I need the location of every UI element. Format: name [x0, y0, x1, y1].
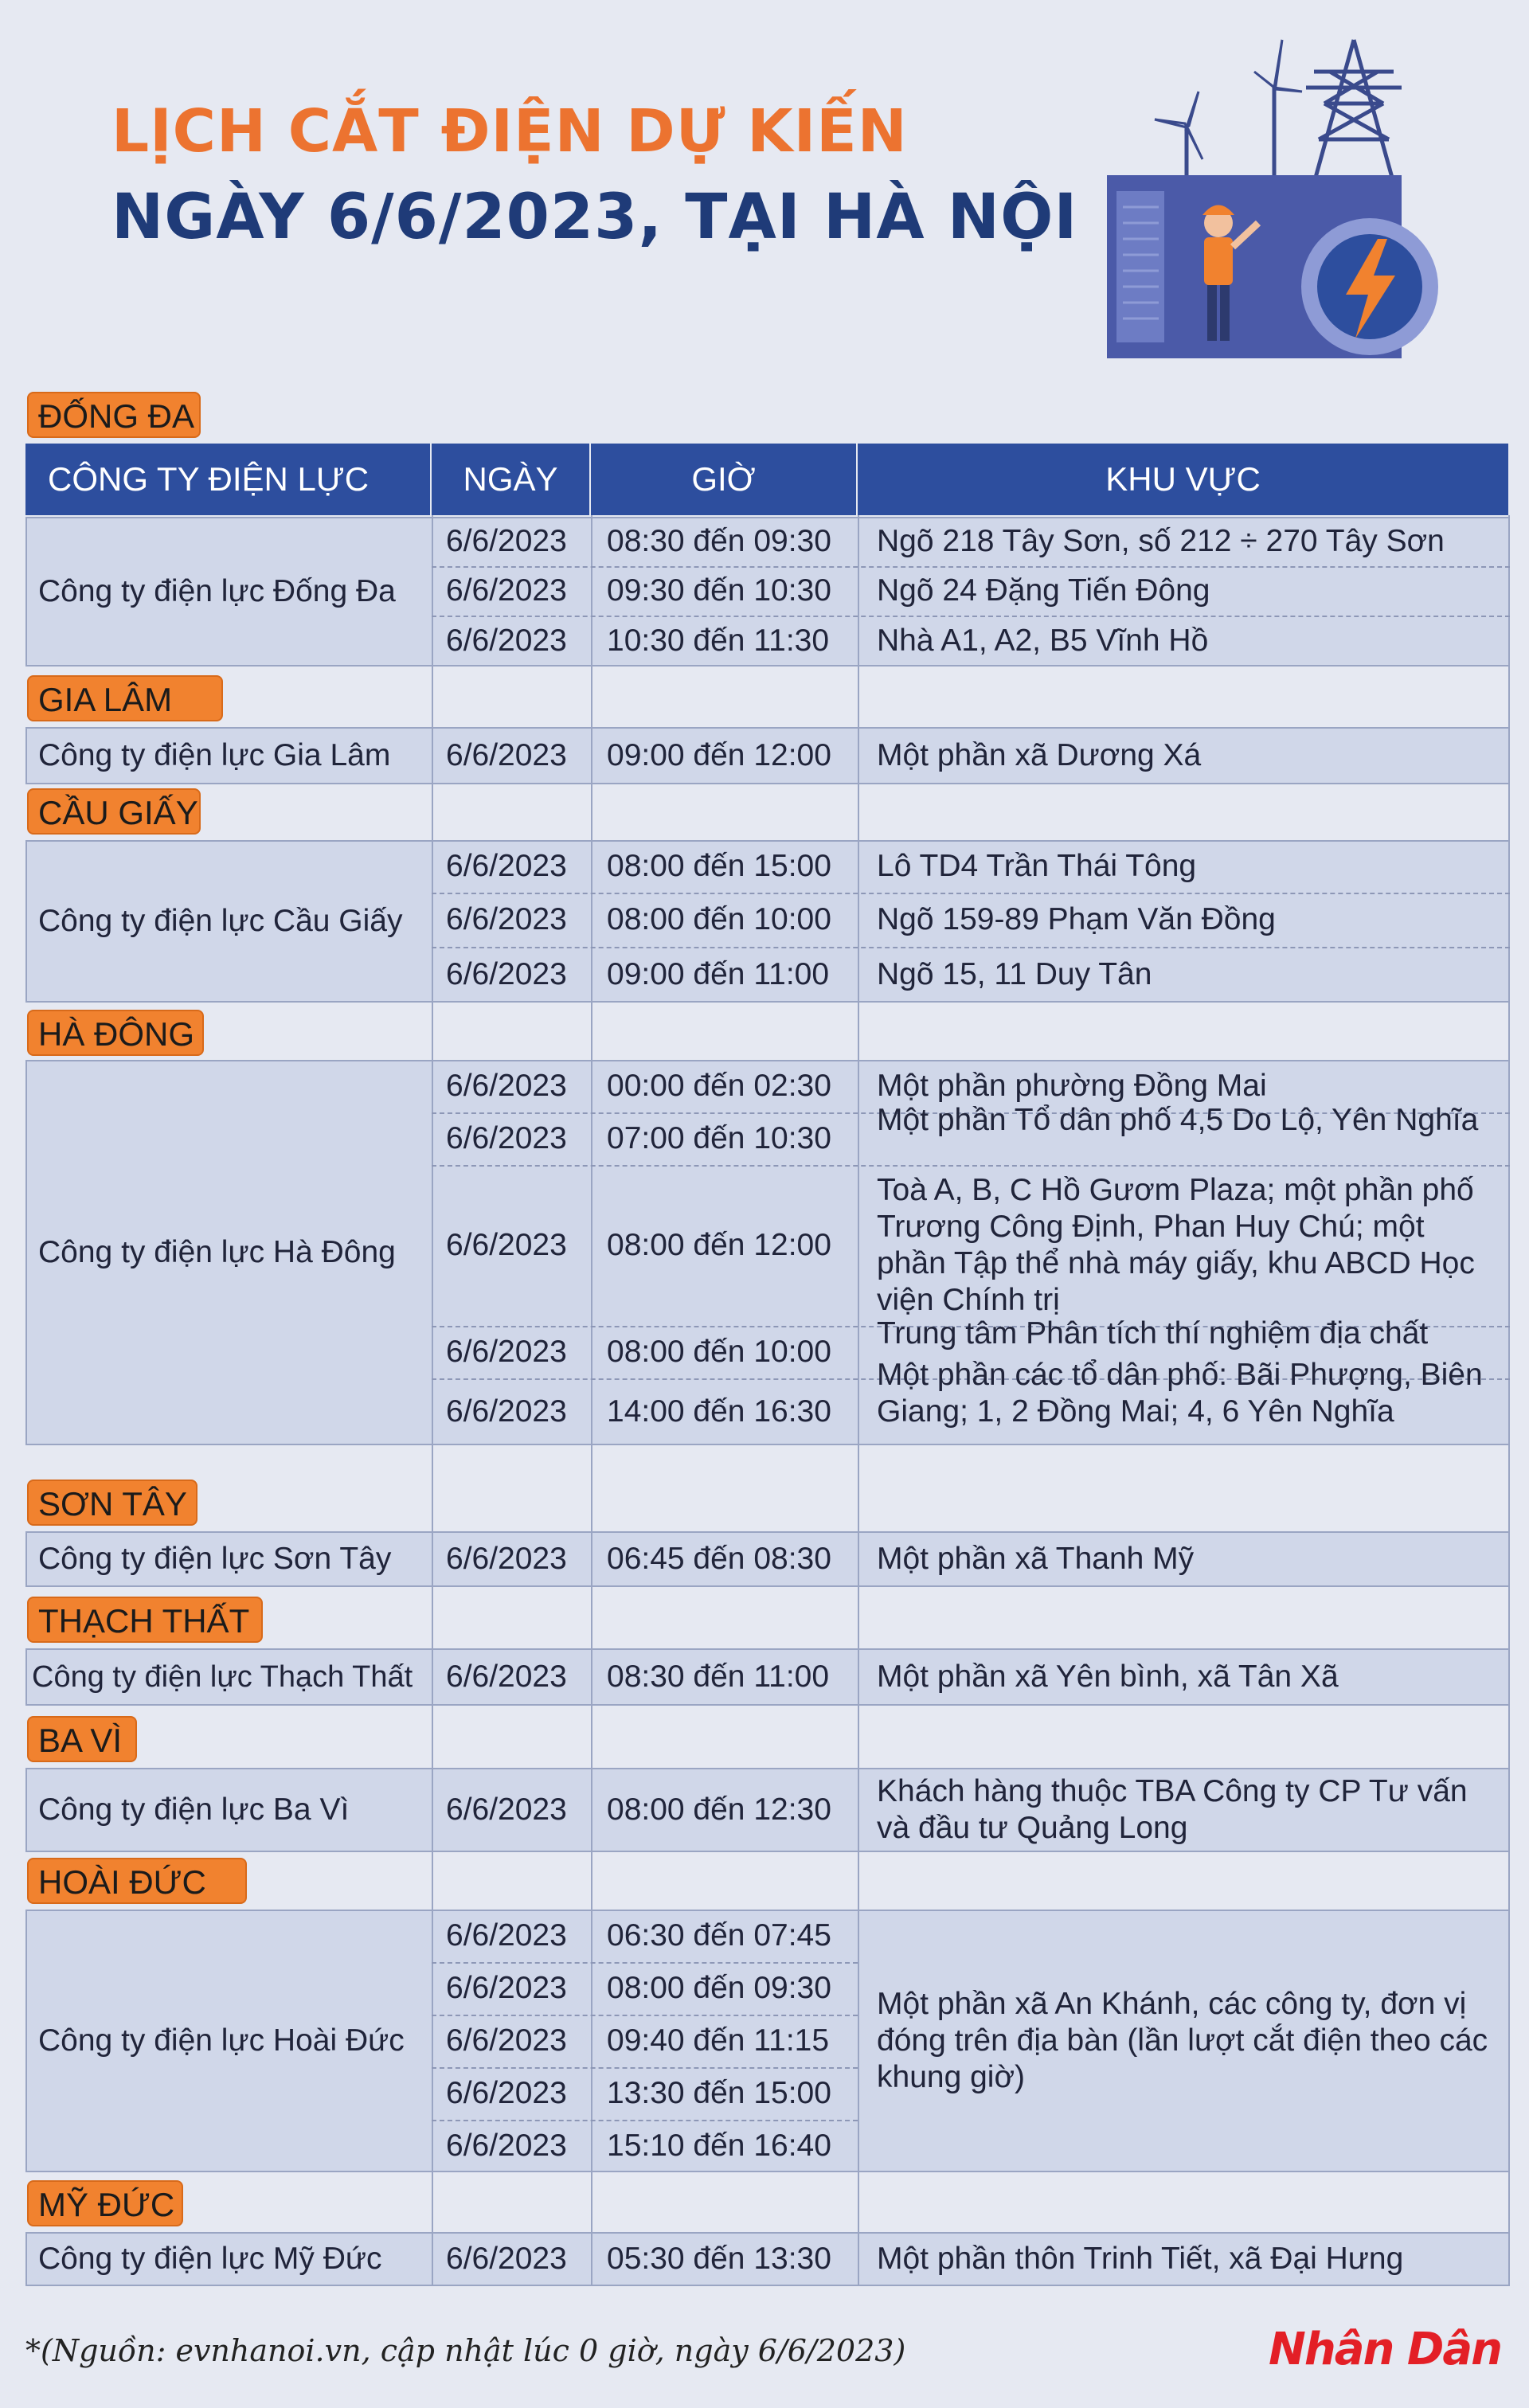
column-divider — [858, 1648, 859, 1706]
gap-divider — [1508, 784, 1510, 840]
gap-divider — [1508, 1706, 1510, 1768]
date-cell: 6/6/2023 — [446, 1228, 567, 1262]
gap-divider — [858, 784, 859, 840]
gap-divider — [1508, 1852, 1510, 1910]
power-illustration-icon — [1099, 24, 1465, 366]
time-cell: 08:30 đến 11:00 — [607, 1659, 830, 1694]
page-title-line1: LỊCH CẮT ĐIỆN DỰ KIẾN — [111, 97, 908, 166]
column-divider — [858, 2232, 859, 2286]
column-divider — [858, 1910, 859, 2172]
gap-divider — [1508, 1003, 1510, 1060]
gap-divider — [1508, 1587, 1510, 1648]
area-cell: Khách hàng thuộc TBA Công ty CP Tư vấn và đầu tư Quảng Long — [877, 1774, 1468, 1845]
area-cell: Ngõ 159-89 Phạm Văn Đồng — [877, 902, 1276, 936]
gap-divider — [858, 2172, 859, 2232]
area-cell: Ngõ 24 Đặng Tiến Đông — [877, 573, 1210, 608]
time-cell: 09:30 đến 10:30 — [607, 573, 831, 608]
time-cell: 08:00 đến 15:00 — [607, 849, 831, 883]
date-cell: 6/6/2023 — [446, 2076, 567, 2110]
time-cell: 08:30 đến 09:30 — [607, 524, 831, 558]
company-name: Công ty điện lực Đống Đa — [38, 574, 396, 608]
area-cell: Một phần xã Dương Xá — [877, 738, 1202, 772]
date-cell: 6/6/2023 — [446, 573, 567, 608]
time-cell: 06:45 đến 08:30 — [607, 1542, 831, 1576]
gap-divider — [591, 2172, 592, 2232]
area-cell: Trung tâm Phân tích thí nghiệm địa chất — [877, 1316, 1429, 1351]
gap-divider — [858, 1003, 859, 1060]
time-cell: 07:00 đến 10:30 — [607, 1121, 831, 1155]
column-divider — [591, 1768, 592, 1852]
gap-divider — [858, 1706, 859, 1768]
column-divider — [858, 1531, 859, 1587]
column-divider — [432, 840, 433, 1003]
row-separator — [432, 893, 1510, 894]
date-cell: 6/6/2023 — [446, 624, 567, 658]
column-divider — [858, 727, 859, 784]
gap-divider — [591, 1003, 592, 1060]
column-divider — [432, 2232, 433, 2286]
date-cell: 6/6/2023 — [446, 1069, 567, 1103]
column-divider — [432, 727, 433, 784]
column-divider — [858, 1060, 859, 1445]
column-divider — [432, 1648, 433, 1706]
gap-divider — [858, 1587, 859, 1648]
column-divider — [591, 1060, 592, 1445]
area-cell: Một phần xã Thanh Mỹ — [877, 1542, 1195, 1576]
date-cell: 6/6/2023 — [446, 524, 567, 558]
row-separator — [432, 2067, 858, 2069]
date-cell: 6/6/2023 — [446, 1971, 567, 2005]
column-divider — [432, 1910, 433, 2172]
time-cell: 09:00 đến 12:00 — [607, 738, 831, 772]
district-tag-gia-lam: GIA LÂM — [27, 675, 223, 721]
company-name: Công ty điện lực Thạch Thất — [32, 1660, 413, 1694]
time-cell: 14:00 đến 16:30 — [607, 1394, 831, 1429]
gap-divider — [432, 1445, 433, 1531]
column-divider — [432, 1060, 433, 1445]
row-separator — [432, 2015, 858, 2016]
area-cell: Một phần phường Đồng Mai — [877, 1069, 1267, 1103]
column-divider — [432, 1768, 433, 1852]
district-tag-cau-giay: CẦU GIẤY — [27, 788, 201, 835]
area-cell: Ngõ 218 Tây Sơn, số 212 ÷ 270 Tây Sơn — [877, 524, 1445, 558]
district-tag-thach-that: THẠCH THẤT — [27, 1597, 263, 1643]
area-cell: Toà A, B, C Hồ Gươm Plaza; một phần phố Trương Công Định, Phan Huy Chú; một phần Tập thể nhà máy giấy, khu ABCD Học viện Chính trị — [877, 1173, 1475, 1317]
column-divider — [591, 840, 592, 1003]
header-area: KHU VỰC — [858, 444, 1510, 515]
gap-divider — [591, 666, 592, 727]
gap-divider — [591, 1706, 592, 1768]
gap-divider — [858, 1445, 859, 1531]
time-cell: 08:00 đến 12:00 — [607, 1228, 831, 1262]
district-tag-ha-dong: HÀ ĐÔNG — [27, 1010, 204, 1056]
row-separator — [432, 616, 1510, 617]
company-name: Công ty điện lực Sơn Tây — [38, 1542, 392, 1576]
column-divider — [591, 1531, 592, 1587]
row-separator — [432, 2120, 858, 2121]
district-tag-ba-vi: BA VÌ — [27, 1716, 137, 1762]
header-company: CÔNG TY ĐIỆN LỰC — [25, 444, 432, 515]
time-cell: 15:10 đến 16:40 — [607, 2128, 831, 2163]
gap-divider — [432, 1852, 433, 1910]
gap-divider — [432, 1587, 433, 1648]
company-name: Công ty điện lực Gia Lâm — [38, 738, 391, 772]
column-divider — [591, 517, 592, 666]
gap-divider — [1508, 2172, 1510, 2232]
date-cell: 6/6/2023 — [446, 1394, 567, 1429]
date-cell: 6/6/2023 — [446, 1792, 567, 1827]
time-cell: 13:30 đến 15:00 — [607, 2076, 831, 2110]
nhan-dan-logo: Nhân Dân — [1268, 2324, 1501, 2375]
column-divider — [858, 517, 859, 666]
row-separator — [432, 1962, 858, 1964]
time-cell: 08:00 đến 12:30 — [607, 1792, 831, 1827]
time-cell: 08:00 đến 10:00 — [607, 902, 831, 936]
time-cell: 08:00 đến 09:30 — [607, 1971, 831, 2005]
area-cell: Lô TD4 Trần Thái Tông — [877, 849, 1197, 883]
date-cell: 6/6/2023 — [446, 2242, 567, 2276]
date-cell: 6/6/2023 — [446, 738, 567, 772]
column-divider — [591, 2232, 592, 2286]
date-cell: 6/6/2023 — [446, 957, 567, 991]
date-cell: 6/6/2023 — [446, 1918, 567, 1953]
time-cell: 08:00 đến 10:00 — [607, 1335, 831, 1369]
time-cell: 00:00 đến 02:30 — [607, 1069, 831, 1103]
column-divider — [858, 840, 859, 1003]
time-cell: 09:00 đến 11:00 — [607, 957, 830, 991]
row-separator — [432, 1165, 1510, 1167]
date-cell: 6/6/2023 — [446, 902, 567, 936]
area-cell: Nhà A1, A2, B5 Vĩnh Hồ — [877, 624, 1209, 658]
date-cell: 6/6/2023 — [446, 1335, 567, 1369]
area-cell: Một phần thôn Trinh Tiết, xã Đại Hưng — [877, 2242, 1404, 2276]
header-time: GIỜ — [591, 444, 858, 515]
company-name: Công ty điện lực Hà Đông — [38, 1235, 396, 1269]
district-tag-hoai-duc: HOÀI ĐỨC — [27, 1858, 247, 1904]
gap-divider — [432, 1003, 433, 1060]
company-name: Công ty điện lực Ba Vì — [38, 1792, 350, 1827]
area-cell: Ngõ 15, 11 Duy Tân — [877, 957, 1152, 991]
time-cell: 05:30 đến 13:30 — [607, 2242, 831, 2276]
gap-divider — [1508, 666, 1510, 727]
company-name: Công ty điện lực Hoài Đức — [38, 2023, 405, 2058]
company-name: Công ty điện lực Mỹ Đức — [38, 2242, 382, 2276]
date-cell: 6/6/2023 — [446, 1121, 567, 1155]
gap-divider — [858, 1852, 859, 1910]
column-divider — [432, 1531, 433, 1587]
column-divider — [591, 1648, 592, 1706]
district-tag-dong-da: ĐỐNG ĐA — [27, 392, 201, 438]
date-cell: 6/6/2023 — [446, 849, 567, 883]
time-cell: 10:30 đến 11:30 — [607, 624, 830, 658]
gap-divider — [1508, 1445, 1510, 1531]
column-divider — [858, 1768, 859, 1852]
gap-divider — [432, 2172, 433, 2232]
area-cell: Một phần các tổ dân phố: Bãi Phượng, Biên Giang; 1, 2 Đồng Mai; 4, 6 Yên Nghĩa — [877, 1358, 1483, 1429]
row-separator — [432, 566, 1510, 568]
header-date: NGÀY — [432, 444, 591, 515]
gap-divider — [591, 1852, 592, 1910]
gap-divider — [432, 784, 433, 840]
column-divider — [591, 727, 592, 784]
gap-divider — [432, 666, 433, 727]
date-cell: 6/6/2023 — [446, 2128, 567, 2163]
area-cell: Một phần xã An Khánh, các công ty, đơn vị đóng trên địa bàn (lần lượt cắt điện theo các khung giờ) — [877, 1987, 1488, 2094]
gap-divider — [591, 1445, 592, 1531]
gap-divider — [432, 1706, 433, 1768]
source-note: *(Nguồn: evnhanoi.vn, cập nhật lúc 0 giờ, ngày 6/6/2023) — [25, 2333, 906, 2368]
company-name: Công ty điện lực Cầu Giấy — [38, 904, 403, 938]
column-divider — [432, 517, 433, 666]
date-cell: 6/6/2023 — [446, 1542, 567, 1576]
district-tag-son-tay: SƠN TÂY — [27, 1480, 197, 1526]
page-title-line2: NGÀY 6/6/2023, TẠI HÀ NỘI — [111, 182, 1078, 253]
area-cell: Một phần xã Yên bình, xã Tân Xã — [877, 1659, 1339, 1694]
area-cell: Một phần Tổ dân phố 4,5 Do Lộ, Yên Nghĩa — [877, 1103, 1479, 1137]
gap-divider — [591, 784, 592, 840]
gap-divider — [591, 1587, 592, 1648]
gap-divider — [858, 666, 859, 727]
time-cell: 09:40 đến 11:15 — [607, 2023, 830, 2058]
date-cell: 6/6/2023 — [446, 1659, 567, 1694]
row-separator — [432, 947, 1510, 948]
time-cell: 06:30 đến 07:45 — [607, 1918, 831, 1953]
district-tag-my-duc: MỸ ĐỨC — [27, 2180, 183, 2226]
column-divider — [591, 1910, 592, 2172]
date-cell: 6/6/2023 — [446, 2023, 567, 2058]
